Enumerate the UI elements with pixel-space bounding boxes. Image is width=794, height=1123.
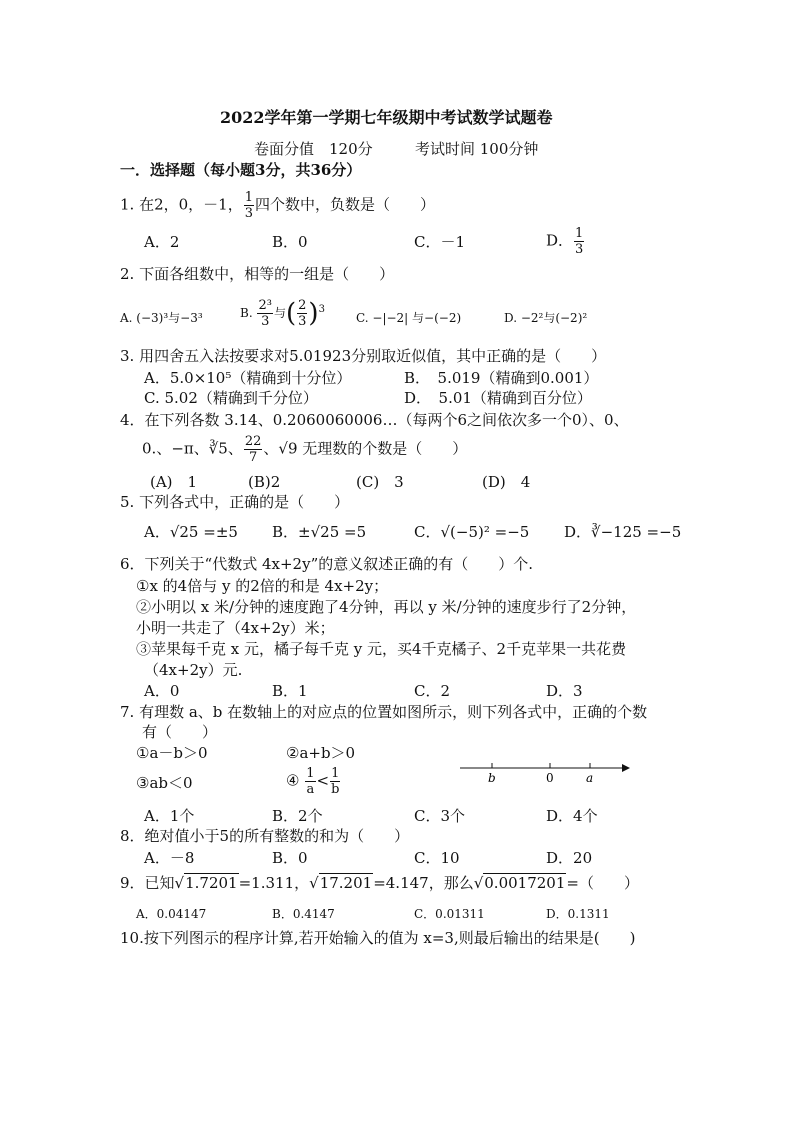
option-a: A．1个 [144,807,195,825]
fraction: $\frac{1}{3}$ [244,190,253,221]
option-b: B．0 [272,233,308,251]
question-2-stem: 2. 下面各组数中，相等的一组是（ ） [120,265,395,283]
statement-1: ①a－b＞0 [136,744,208,762]
statement-2-cont: 小明一共走了（4x+2y）米； [136,619,335,637]
option-c: C．－1 [414,233,466,251]
option-d: D. −2²与(−2)² [504,311,588,325]
question-4-stem: 4．在下列各数 3.14、0.2060060006…（每两个6之间依次多一个0）、0、 [120,411,629,429]
question-5-stem: 5. 下列各式中，正确的是（ ） [120,493,350,511]
option-d: D． $\frac{1}{3}$ [546,226,584,257]
page-title: 2022学年第一学期七年级期中考试数学试题卷 [220,108,553,127]
option-b: B. $\frac{\text{2³}}{3}$ 与( $\frac{2}{3}$ )$^3$ [240,298,325,329]
option-d: D．3 [546,682,583,700]
option-c: C．0.01311 [414,907,485,921]
question-7-stem-cont: 有（ ） [142,723,218,741]
question-4-line2: 0.、−π、∛5、 $\frac{22}{7}$ 、√9 无理数的个数是（ ） [142,434,468,465]
option-d: (D) 4 [482,473,531,491]
option-a: A．0.04147 [136,907,207,921]
option-a: A．－8 [144,849,195,867]
option-c: C. −|−2| 与−(−2) [356,311,462,325]
score-info: 卷面分值 120分 [254,140,373,158]
option-c: C. 5.02（精确到千分位） [144,389,318,407]
option-a: A．2 [144,233,180,251]
option-c: C．2 [414,682,451,700]
label-zero: 0 [546,771,554,785]
number-line [456,754,636,788]
statement-3: ③ab＜0 [136,774,193,792]
option-b: B．0 [272,849,308,867]
option-a: A．5.0×10⁵（精确到十分位） [144,369,352,387]
option-b: B．0.4147 [272,907,335,921]
option-b: B． 5.019（精确到0.001） [404,369,599,387]
statement-4: ④ $\frac{1}{a}$ < $\frac{1}{b}$ [286,766,340,797]
option-a: A．√25 =±5 [144,523,238,541]
option-d: D．∛−125 =−5 [564,523,682,541]
question-8-stem: 8．绝对值小于5的所有整数的和为（ ） [120,827,410,845]
statement-3: ③苹果每千克 x 元，橘子每千克 y 元，买4千克橘子、2千克苹果一共花费 [136,640,627,658]
option-a: A. (−3)³与−3³ [120,311,203,325]
statement-1: ①x 的4倍与 y 的2倍的和是 4x+2y； [136,577,389,595]
statement-3-cont: （4x+2y）元. [144,661,243,679]
question-1-stem: 1. 在2，0，－1， $\frac{1}{3}$ 四个数中，负数是（ ） [120,190,436,221]
time-info: 考试时间 100分钟 [415,140,539,158]
option-c: C．10 [414,849,460,867]
statement-2: ②a+b＞0 [286,744,356,762]
option-d: D．4个 [546,807,598,825]
option-b: B．1 [272,682,308,700]
option-a: (A) 1 [150,473,198,491]
question-3-stem: 3. 用四舍五入法按要求对5.01923分别取近似值，其中正确的是（ ） [120,347,607,365]
option-d: D． 5.01（精确到百分位） [404,389,592,407]
question-6-stem: 6．下列关于“代数式 4x+2y”的意义叙述正确的有（ ）个. [120,555,534,573]
option-a: A．0 [144,682,180,700]
section-heading: 一．选择题（每小题3分，共36分） [120,161,362,179]
arrow-icon [622,764,630,772]
option-d: D．0.1311 [546,907,610,921]
question-10-stem: 10.按下列图示的程序计算,若开始输入的值为 x=3,则最后输出的结果是( ) [120,929,636,947]
option-d: D．20 [546,849,593,867]
option-c: C．3个 [414,807,466,825]
option-b: B．±√25 =5 [272,523,367,541]
statement-2: ②小明以 x 米/分钟的速度跑了4分钟，再以 y 米/分钟的速度步行了2分钟， [136,598,637,616]
option-b: B．2个 [272,807,323,825]
label-b: b [488,771,496,785]
option-b: (B)2 [248,473,281,491]
question-9-stem: 9．已知√1.7201=1.311，√17.201=4.147，那么√0.0017201=（ ） [120,874,639,892]
label-a: a [586,771,594,785]
option-c: (C) 3 [356,473,404,491]
option-c: C．√(−5)² =−5 [414,523,530,541]
question-7-stem: 7. 有理数 a、b 在数轴上的对应点的位置如图所示，则下列各式中，正确的个数 [120,703,648,721]
